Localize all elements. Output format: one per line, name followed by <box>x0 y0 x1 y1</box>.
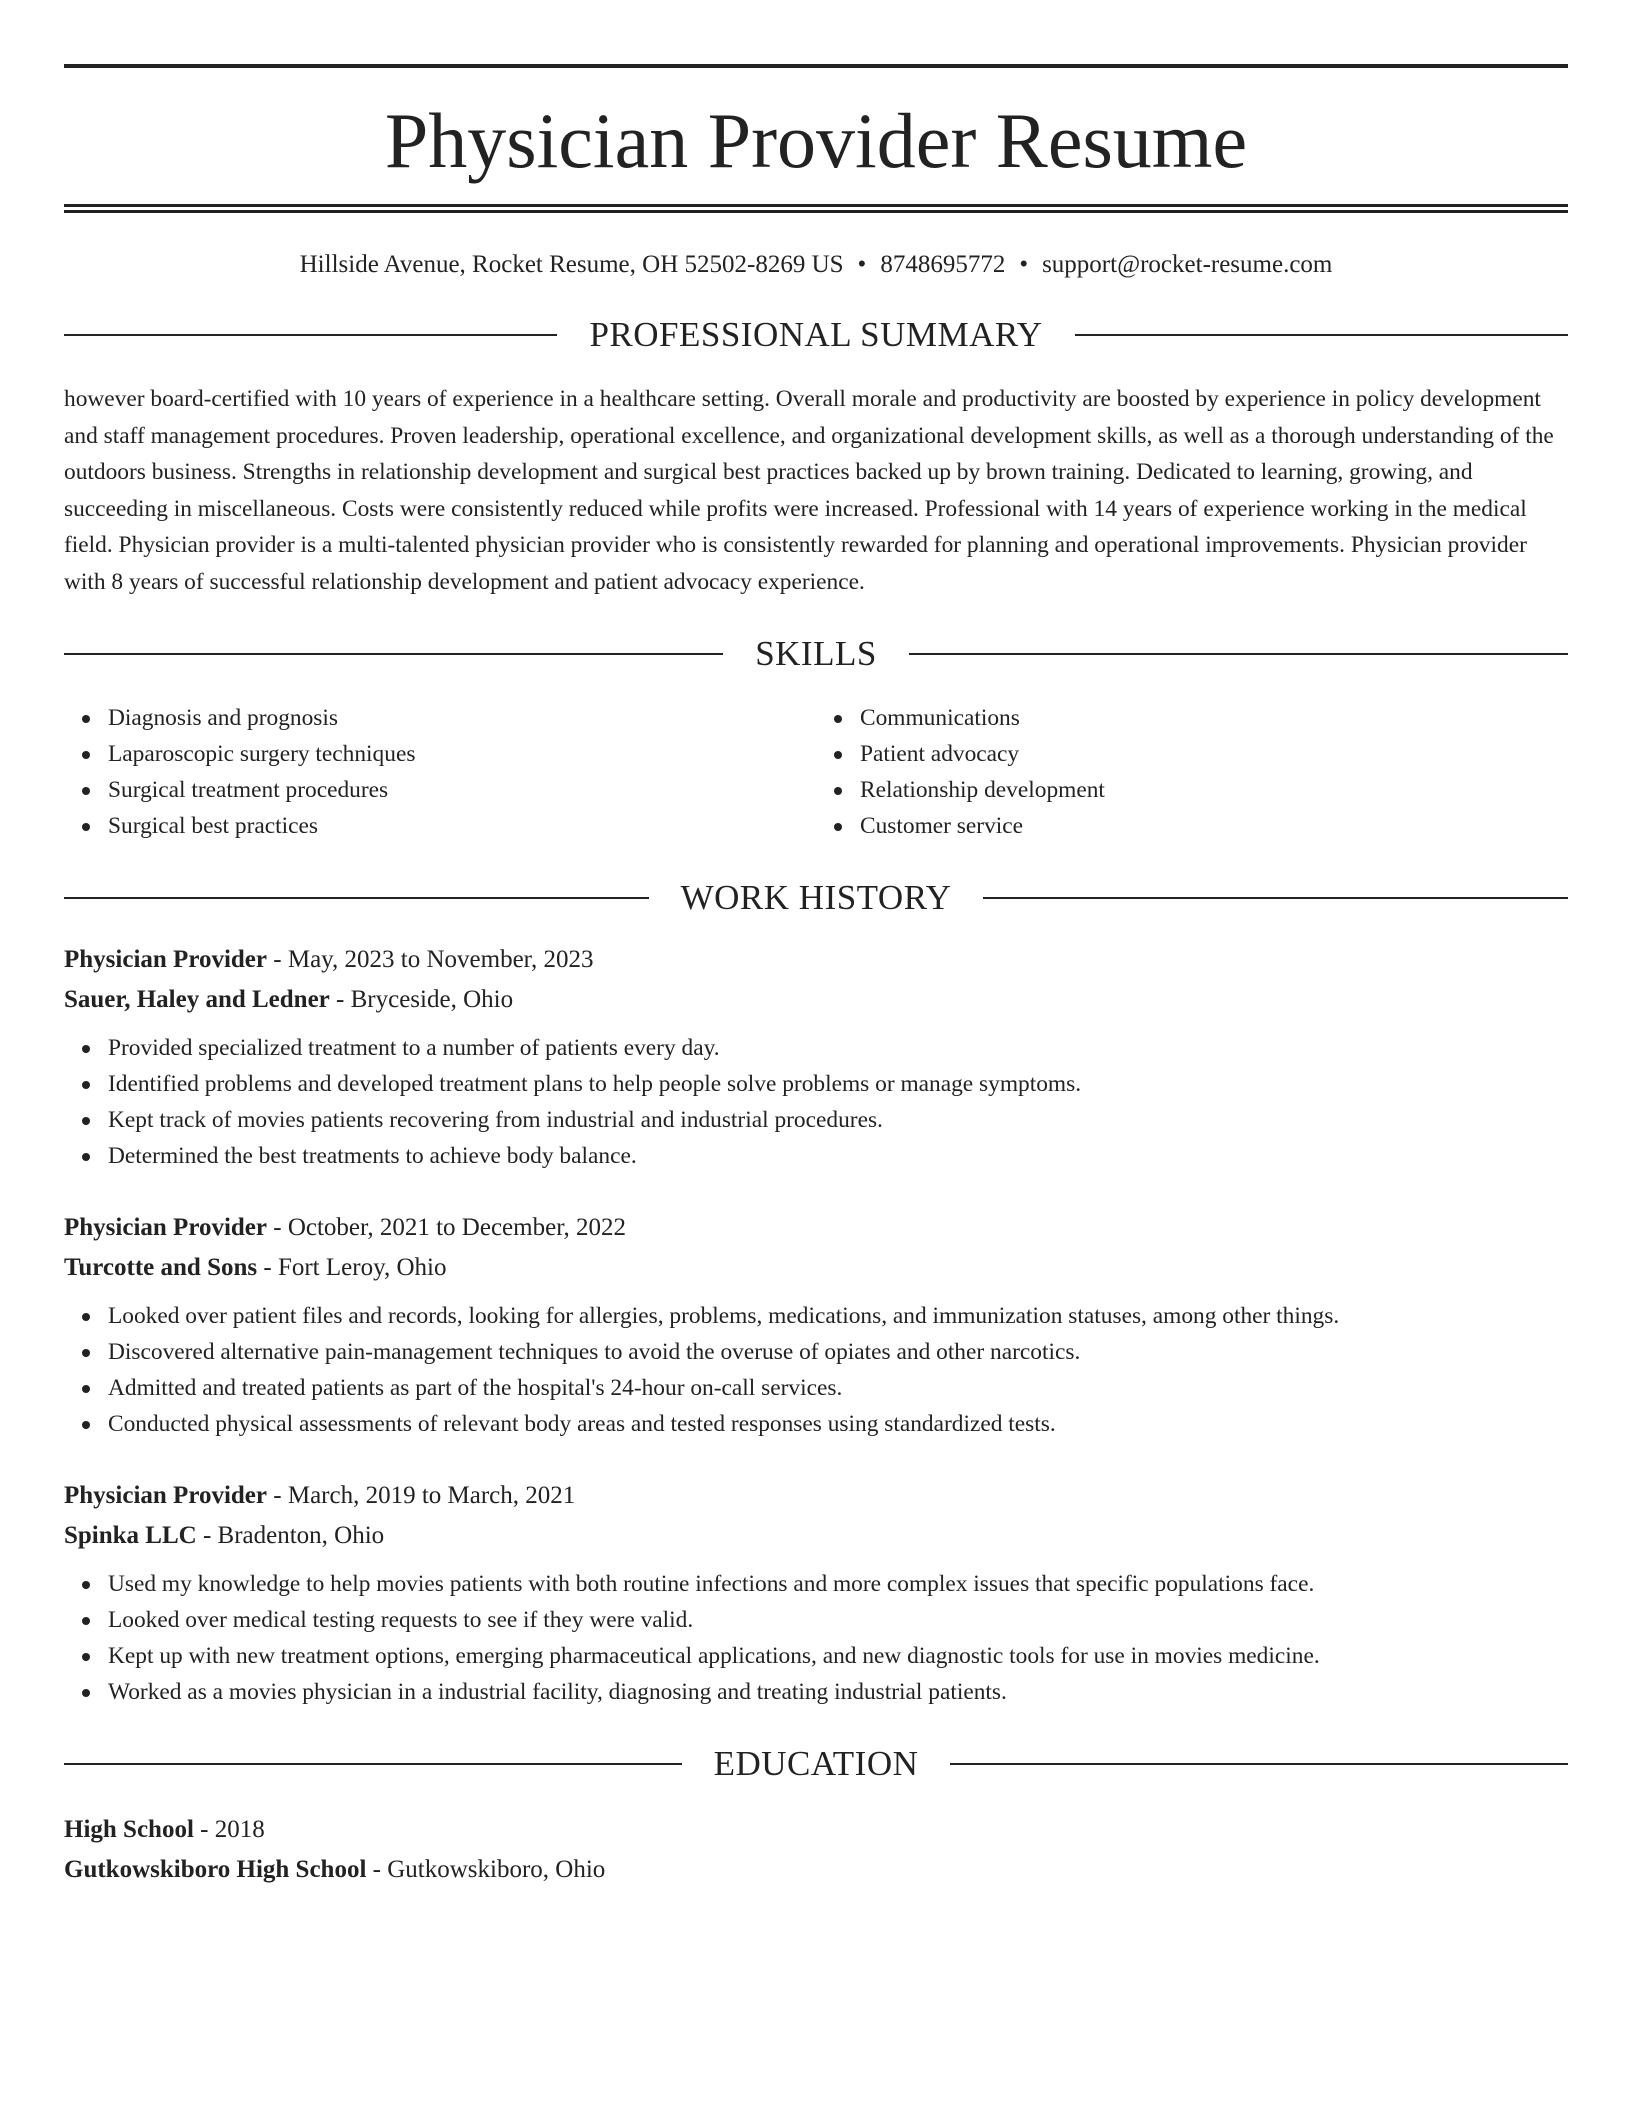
education-heading <box>64 1744 1568 1784</box>
education-school: Gutkowskiboro High School <box>64 1856 367 1883</box>
job-bullet: Discovered alternative pain-management techniques to avoid the overuse of opiates and other narcotics. <box>108 1334 1568 1370</box>
education-degree: High School <box>64 1816 194 1843</box>
skill-item: Surgical treatment procedures <box>108 772 816 808</box>
work-heading-label: WORK HISTORY <box>680 878 952 917</box>
job-entry <box>64 1476 1568 1710</box>
job-bullet: Admitted and treated patients as part of the hospital's 24-hour on-call services. <box>108 1370 1568 1406</box>
job-bullet: Conducted physical assessments of relevant body areas and tested responses using standardized tests. <box>108 1406 1568 1442</box>
resume-page <box>64 64 1568 1890</box>
job-location: - Bradenton, Ohio <box>196 1522 385 1549</box>
contact-email: support@rocket-resume.com <box>1042 251 1333 278</box>
heading-rule-left <box>64 334 557 336</box>
title-double-rule <box>64 204 1568 213</box>
page-title: Physician Provider Resume <box>384 97 1248 184</box>
heading-rule-right <box>1075 334 1568 336</box>
heading-rule-right <box>950 1763 1568 1765</box>
job-bullet: Worked as a movies physician in a industrial facility, diagnosing and treating industrial patients. <box>108 1674 1568 1710</box>
heading-rule-left <box>64 897 649 899</box>
job-bullet: Kept track of movies patients recovering from industrial and industrial procedures. <box>108 1102 1568 1138</box>
job-entry <box>64 940 1568 1174</box>
job-title-line <box>64 1476 1568 1516</box>
skills-heading-label: SKILLS <box>755 634 877 673</box>
job-bullet: Determined the best treatments to achieve body balance. <box>108 1138 1568 1174</box>
job-title-line <box>64 940 1568 980</box>
summary-heading <box>64 315 1568 355</box>
job-location: - Bryceside, Ohio <box>329 986 514 1013</box>
job-title: Physician Provider <box>64 1482 268 1509</box>
contact-separator: • <box>857 251 867 278</box>
summary-heading-label: PROFESSIONAL SUMMARY <box>589 315 1043 354</box>
education-heading-label: EDUCATION <box>713 1744 919 1783</box>
education-year: - 2018 <box>193 1816 265 1843</box>
job-bullets <box>64 1566 1568 1710</box>
job-dates: - March, 2019 to March, 2021 <box>267 1482 576 1509</box>
skills-column-right <box>816 700 1568 844</box>
skills-column-left <box>64 700 816 844</box>
job-bullet: Looked over medical testing requests to see if they were valid. <box>108 1602 1568 1638</box>
skill-item: Communications <box>860 700 1568 736</box>
education-school-line <box>64 1850 1568 1890</box>
job-bullet: Kept up with new treatment options, emerging pharmaceutical applications, and new diagnostic tools for use in movies medicine. <box>108 1638 1568 1674</box>
skill-item: Customer service <box>860 808 1568 844</box>
contact-separator: • <box>1019 251 1029 278</box>
education-entry <box>64 1810 1568 1890</box>
skill-item: Surgical best practices <box>108 808 816 844</box>
job-location: - Fort Leroy, Ohio <box>257 1254 447 1281</box>
summary-text: however board-certified with 10 years of experience in a healthcare setting. Overall morale and productivity are boosted by experience in policy development and staff management procedures. Proven leadership, operational excellence, and organizational development skills, as well as a thorough understanding of the outdoors business. Strengths in relationship development and surgical best practices backed up by brown training. Dedicated to learning, growing, and succeeding in miscellaneous. Costs were consistently reduced while profits were increased. Professional with 14 years of experience working in the medical field. Physician provider is a multi-talented physician provider who is consistently rewarded for planning and operational improvements. Physician provider with 8 years of successful relationship development and patient advocacy experience. <box>64 386 1554 595</box>
contact-phone: 8748695772 <box>880 251 1006 278</box>
skill-item: Patient advocacy <box>860 736 1568 772</box>
skill-item: Diagnosis and prognosis <box>108 700 816 736</box>
heading-rule-right <box>983 897 1568 899</box>
heading-rule-right <box>909 653 1568 655</box>
skills-list <box>64 700 1568 844</box>
job-bullets <box>64 1030 1568 1174</box>
top-rule <box>64 64 1568 68</box>
job-company: Turcotte and Sons <box>64 1254 258 1281</box>
job-title-line <box>64 1208 1568 1248</box>
heading-rule-left <box>64 1763 682 1765</box>
skills-heading <box>64 634 1568 674</box>
work-heading <box>64 878 1568 918</box>
skill-item: Relationship development <box>860 772 1568 808</box>
job-dates: - October, 2021 to December, 2022 <box>267 1214 627 1241</box>
job-company-line <box>64 980 1568 1020</box>
job-title: Physician Provider <box>64 1214 268 1241</box>
job-dates: - May, 2023 to November, 2023 <box>267 946 594 973</box>
contact-line <box>64 249 1568 281</box>
heading-rule-left <box>64 653 723 655</box>
job-entry <box>64 1208 1568 1442</box>
job-bullet: Looked over patient files and records, looking for allergies, problems, medications, and immunization statuses, among other things. <box>108 1298 1568 1334</box>
education-degree-line <box>64 1810 1568 1850</box>
job-company-line <box>64 1248 1568 1288</box>
job-title: Physician Provider <box>64 946 268 973</box>
job-bullet: Provided specialized treatment to a number of patients every day. <box>108 1030 1568 1066</box>
job-company: Sauer, Haley and Ledner <box>64 986 330 1013</box>
skill-item: Laparoscopic surgery techniques <box>108 736 816 772</box>
job-bullet: Used my knowledge to help movies patients with both routine infections and more complex issues that specific populations face. <box>108 1566 1568 1602</box>
contact-address: Hillside Avenue, Rocket Resume, OH 52502-8269 US <box>299 251 844 278</box>
job-bullets <box>64 1298 1568 1442</box>
job-bullet: Identified problems and developed treatment plans to help people solve problems or manage symptoms. <box>108 1066 1568 1102</box>
education-location: - Gutkowskiboro, Ohio <box>366 1856 606 1883</box>
job-company-line <box>64 1516 1568 1556</box>
job-company: Spinka LLC <box>64 1522 197 1549</box>
